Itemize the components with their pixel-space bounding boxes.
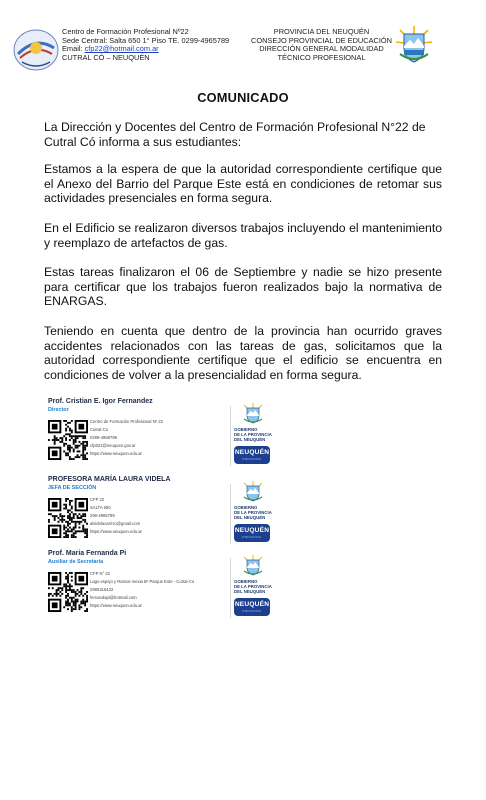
signature-card-section-head — [44, 476, 280, 546]
brand-name: NEUQUÉN — [234, 601, 270, 608]
contact-line: alvidelacarrizo@gmail.com — [90, 521, 141, 526]
contact-line: https://www.neuquen.edu.ar — [90, 451, 142, 456]
letterhead — [0, 0, 486, 80]
contact-line: fernandapi@hotmail.com — [90, 595, 137, 600]
government-name — [234, 579, 272, 594]
province-shield-icon — [240, 402, 266, 424]
paragraph-request: Teniendo en cuenta que dentro de la provincia han ocurrido graves accidentes relacionados con las tareas de gas, solicitamos que la autoridad correspondiente certifique que el edificio se encuentra en condiciones de volver a la presencialidad en forma segura. — [44, 324, 442, 382]
contact-line: Centro de Formación Profesional Nº 22 — [90, 419, 163, 424]
qr-code-icon — [48, 498, 88, 538]
brand-name: NEUQUÉN — [234, 527, 270, 534]
contact-line: cfp022@neuquen.gov.ar — [90, 443, 136, 448]
signature-card-secretary — [44, 550, 280, 620]
government-name — [234, 505, 272, 520]
signer-role: Auxiliar de Secretaría — [48, 559, 104, 565]
document-title: COMUNICADO — [197, 90, 289, 105]
province-shield-icon — [240, 554, 266, 576]
divider — [230, 558, 231, 618]
neuquen-brand-badge — [234, 446, 270, 464]
brand-name: NEUQUÉN — [234, 449, 270, 456]
gov-line: DEL NEUQUÉN — [234, 589, 266, 594]
institution-city: CUTRAL CÓ – NEUQUÉN — [62, 52, 150, 62]
contact-line: SALTA 650 — [90, 505, 111, 510]
government-logo — [234, 554, 274, 618]
institution-name: Centro de Formación Profesional Nº22 — [62, 27, 189, 36]
neuquen-brand-badge — [234, 524, 270, 542]
gov-line: DE LA PROVINCIA — [234, 584, 272, 589]
paragraph-works: En el Edificio se realizaron diversos trabajos incluyendo el mantenimiento y reemplazo de artefactos de gas. — [44, 221, 442, 250]
contact-line: 2995315432 — [90, 587, 114, 592]
gov-line: DE LA PROVINCIA — [234, 510, 272, 515]
province-line-2: CONSEJO PROVINCIAL DE EDUCACIÓN — [251, 35, 392, 45]
gov-line: DE LA PROVINCIA — [234, 432, 272, 437]
signature-card-director — [44, 398, 280, 468]
intro-paragraph: La Dirección y Docentes del Centro de Formación Profesional N°22 de Cutral Có informa a sus estudiantes: — [44, 120, 426, 149]
qr-code-icon — [48, 572, 88, 612]
email-link[interactable]: cfp22@hotmail.com.ar — [84, 44, 159, 54]
province-line-1: PROVINCIA DEL NEUQUÉN — [273, 27, 370, 36]
signer-role: Director — [48, 407, 69, 413]
brand-sub: PROVINCIA — [242, 535, 262, 539]
paragraph-waiting: Estamos a la espera de que la autoridad correspondiente certifique que el Anexo del Barrio del Parque Este está en condiciones de retomar sus actividades presenciales en forma segura. — [44, 162, 442, 205]
province-line-4: TÉCNICO PROFESIONAL — [277, 52, 366, 62]
institution-info — [62, 28, 229, 62]
paragraph-finished: Estas tareas finalizaron el 06 de Septiembre y nadie se hizo presente para certificar que los trabajos fueron realizados bajo la normativa de ENARGAS. — [44, 265, 442, 308]
government-logo — [234, 480, 274, 544]
gov-line: GOBIERNO — [234, 427, 258, 432]
gov-line: GOBIERNO — [234, 579, 258, 584]
province-shield-icon — [240, 480, 266, 502]
signer-contact — [90, 496, 142, 536]
government-logo — [234, 402, 274, 466]
signer-role: JEFA DE SECCIÓN — [48, 485, 97, 491]
contact-line: 0299-4965789 — [90, 435, 118, 440]
cfp22-logo-icon — [12, 26, 60, 74]
signer-name: Prof. Cristian E. Igor Fernandez — [48, 398, 153, 405]
contact-line: CFP N° 22 — [90, 571, 110, 576]
email-label: Email: — [62, 44, 85, 54]
signer-contact — [90, 418, 163, 458]
province-line-3: DIRECCIÓN GENERAL MODALIDAD — [259, 44, 384, 54]
signer-contact — [90, 570, 194, 610]
gov-line: GOBIERNO — [234, 505, 258, 510]
signer-name: Prof. Maria Fernanda Pi — [48, 550, 127, 557]
contact-line: https://www.neuquen.edu.ar — [90, 603, 142, 608]
gov-line: DEL NEUQUÉN — [234, 515, 266, 520]
qr-code-icon — [48, 420, 88, 460]
institution-address: Sede Central: Salta 650 1° Piso TE. 0299-4965789 — [62, 35, 230, 45]
signer-name: PROFESORA MARÍA LAURA VIDELA — [48, 476, 171, 483]
contact-line: 299-4965789 — [90, 513, 115, 518]
contact-line: Lago espejo y Ramos mexia Bº Parque Este - Cutral-Co — [90, 579, 195, 584]
brand-sub: PROVINCIA — [242, 609, 262, 613]
contact-line: https://www.neuquen.edu.ar — [90, 529, 142, 534]
contact-line: CFP 22 — [90, 497, 105, 502]
divider — [230, 484, 231, 544]
brand-sub: PROVINCIA — [242, 457, 262, 461]
gov-line: DEL NEUQUÉN — [234, 437, 266, 442]
government-name — [234, 427, 272, 442]
neuquen-brand-badge — [234, 598, 270, 616]
contact-line: Cutral-Co — [90, 427, 108, 432]
province-shield-icon — [394, 24, 434, 64]
divider — [230, 406, 231, 466]
province-info — [251, 28, 392, 62]
